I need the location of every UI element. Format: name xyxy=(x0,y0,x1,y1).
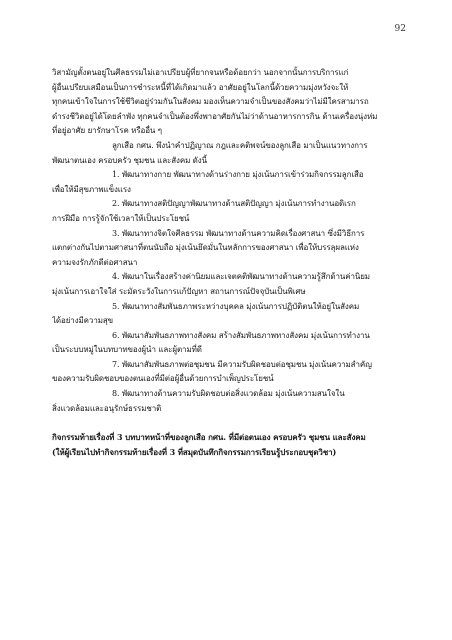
list-item: 1. พัฒนาทางกาย พัฒนาทางด้านร่างกาย มุ่งเน้นการเข้าร่วมกิจกรรมลูกเสือ xyxy=(112,170,364,180)
activity-instruction: (ให้ผู้เรียนไปทำกิจกรรมท้ายเรื่องที่ 3 ที่สมุดบันทึกกิจกรรมการเรียนรู้ประกอบชุดวิชา) xyxy=(52,446,337,457)
text-line: การฝีมือ การรู้จักใช้เวลาให้เป็นประโยชน์ xyxy=(52,213,190,223)
text-line: สิ่งแวดล้อมและอนุรักษ์ธรรมชาติ xyxy=(52,403,162,413)
text-line: วิสามัญตั้งตนอยู่ในศีลธรรมไม่เอาเปรียบผู้ที่ยากจนหรือด้อยกว่า นอกจากนั้นการบริการแก่ xyxy=(52,68,349,77)
spacer xyxy=(52,416,404,430)
list-item: 6. พัฒนาสัมพันธภาพทางสังคม สร้างสัมพันธภาพทางสังคม มุ่งเน้นการทำงาน xyxy=(112,330,370,340)
text-line: เป็นระบบหมู่ในบทบาทของผู้นำ และผู้ตามที่ดี xyxy=(52,345,202,355)
list-item: 8. พัฒนาทางด้านความรับผิดชอบต่อสิ่งแวดล้อม มุ่งเน้นความสนใจใน xyxy=(112,389,345,399)
list-item: 2. พัฒนาทางสติปัญญาพัฒนาทางด้านสติปัญญา มุ่งเน้นการทำงานอดิเรก xyxy=(112,199,356,209)
text-line: ที่อยู่อาศัย ยารักษาโรค หรืออื่น ๆ xyxy=(52,126,162,136)
text-line: ได้อย่างมีความสุข xyxy=(52,316,114,326)
list-item: 5. พัฒนาทางสัมพันธภาพระหว่างบุคคล มุ่งเน้นการปฏิบัติตนให้อยู่ในสังคม xyxy=(112,301,360,311)
text-line: เพื่อให้มีสุขภาพแข็งแรง xyxy=(52,184,131,194)
list-item: 7. พัฒนาสัมพันธภาพต่อชุมชน มีความรับผิดชอบต่อชุมชน มุ่งเน้นความสำคัญ xyxy=(112,359,372,369)
list-item: 3. พัฒนาทางจิตใจศีลธรรม พัฒนาทางด้านความคิดเรื่องศาสนา ซึ่งมีวิธีการ xyxy=(112,228,365,238)
text-line: มุ่งเน้นการเอาใจใส่ ระมัดระวังในการแก้ปัญหา สถานการณ์ปัจจุบันเป็นพิเศษ xyxy=(52,286,306,296)
text-line: ทุกคนเข้าใจในการใช้ชีวิตอยู่ร่วมกันในสังคม มองเห็นความจำเป็นของสังคมว่าไม่มีใครสามารถ xyxy=(52,97,369,107)
list-item: 4. พัฒนาในเรื่องสร้างค่านิยมและเจตคติพัฒนาทางด้านความรู้สึกด้านค่านิยม xyxy=(112,272,370,282)
text-line: ดำรงชีวิตอยู่ได้โดยลำพัง ทุกคนจำเป็นต้องพึ่งพาอาศัยกันไม่ว่าด้านอาหารการกิน ด้านเครื่องนุ่งห่ม xyxy=(52,111,378,121)
text-line: ของความรับผิดชอบของตนเองที่มีต่อผู้อื่นด้วยการบำเพ็ญประโยชน์ xyxy=(52,374,274,384)
text-line: แตกต่างกันไปตามศาสนาที่ตนนับถือ มุ่งเน้นยึดมั่นในหลักการของศาสนา เพื่อให้บรรลุผลแห่ง xyxy=(52,243,359,253)
page-number: 92 xyxy=(394,24,406,34)
text-line: ลูกเสือ กศน. พึงนำคำปฏิญาณ กฎและคติพจน์ของลูกเสือ มาเป็นแนวทางการ xyxy=(112,140,368,150)
body-text xyxy=(52,66,404,459)
text-line: พัฒนาตนเอง ครอบครัว ชุมชน และสังคม ดังนี้ xyxy=(52,155,207,165)
text-line: ผู้อื่นเปรียบเสมือนเป็นการชำระหนี้ที่ได้เกิดมาแล้ว อาศัยอยู่ในโลกนี้ด้วยความมุ่งหวังจะให้ xyxy=(52,82,349,92)
text-line: ความจงรักภักดีต่อศาสนา xyxy=(52,257,138,267)
activity-heading: กิจกรรมท้ายเรื่องที่ 3 บทบาทหน้าที่ของลูกเสือ กศน. ที่มีต่อตนเอง ครอบครัว ชุมชน และสังคม xyxy=(52,432,366,443)
